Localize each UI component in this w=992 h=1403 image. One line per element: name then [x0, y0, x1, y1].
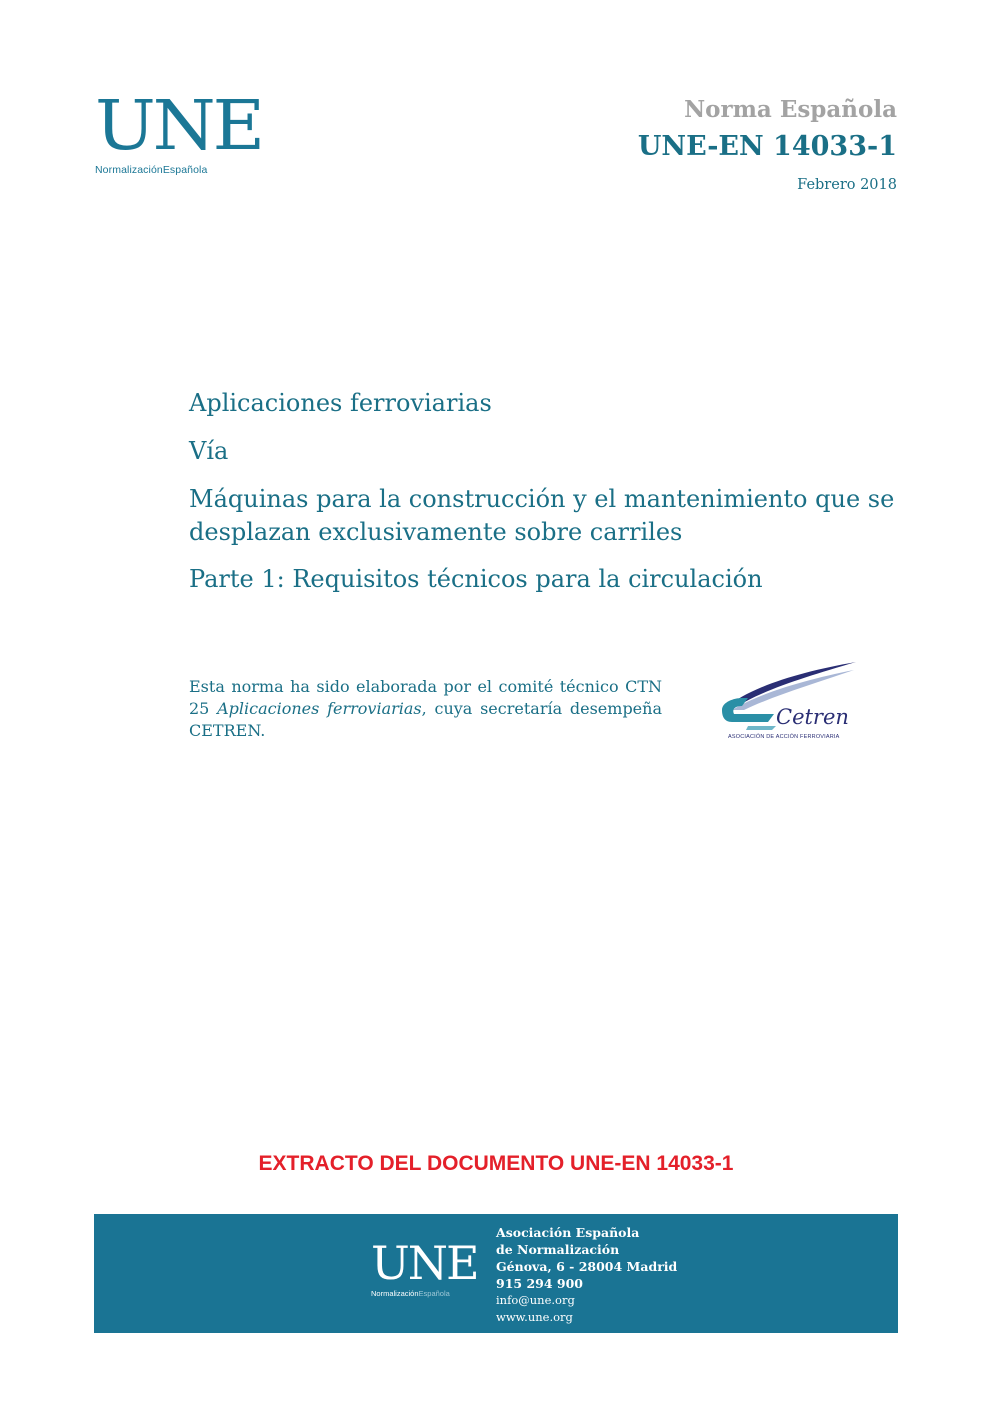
publication-date: Febrero 2018 — [797, 177, 897, 193]
committee-statement — [189, 676, 662, 742]
footer-address — [496, 1224, 796, 1326]
une-logo-letters: UNE — [95, 87, 262, 166]
une-logo-sub-2: Española — [162, 164, 208, 176]
cetren-tagline: ASOCIACIÓN DE ACCIÓN FERROVIARIA — [728, 734, 840, 740]
footer-line-address: Génova, 6 - 28004 Madrid — [496, 1259, 678, 1274]
cetren-logo — [718, 658, 863, 746]
title-line-1: Aplicaciones ferroviarias — [189, 389, 492, 417]
title-line-3: Máquinas para la construcción y el mantenimiento que se desplazan exclusivamente sobre carriles — [189, 485, 895, 546]
cetren-swoosh-icon — [718, 658, 863, 746]
footer-line-org-2: de Normalización — [496, 1242, 620, 1257]
norma-label: Norma Española — [684, 96, 897, 123]
footer-logo-sub-2: Española — [418, 1289, 450, 1298]
footer-band — [94, 1214, 898, 1333]
committee-text-2: , cuya secretaría desempeña CETREN. — [189, 699, 662, 740]
title-line-2: Vía — [189, 437, 229, 465]
title-line-4: Parte 1: Requisitos técnicos para la circulación — [189, 565, 763, 593]
standard-code: UNE-EN 14033-1 — [637, 131, 897, 162]
footer-logo-sub-1: Normalización — [371, 1289, 419, 1298]
document-titles — [189, 387, 909, 611]
une-logo — [95, 87, 262, 176]
cetren-name: Cetren — [776, 705, 849, 729]
footer-line-phone: 915 294 900 — [496, 1276, 583, 1291]
footer-line-org-1: Asociación Española — [496, 1225, 640, 1240]
footer-email-link[interactable]: info@une.org — [496, 1293, 575, 1307]
committee-italic: Aplicaciones ferroviarias — [217, 699, 422, 718]
footer-une-logo — [371, 1236, 481, 1310]
footer-logo-subtitle — [371, 1289, 481, 1298]
footer-web-link[interactable]: www.une.org — [496, 1310, 573, 1324]
committee-text-1: Esta norma ha sido elaborada por el comité técnico CTN 25 — [189, 677, 662, 718]
une-logo-sub-1: Normalización — [95, 164, 163, 176]
extract-heading: EXTRACTO DEL DOCUMENTO UNE-EN 14033-1 — [258, 1152, 734, 1175]
footer-logo-letters: UNE — [371, 1236, 478, 1290]
